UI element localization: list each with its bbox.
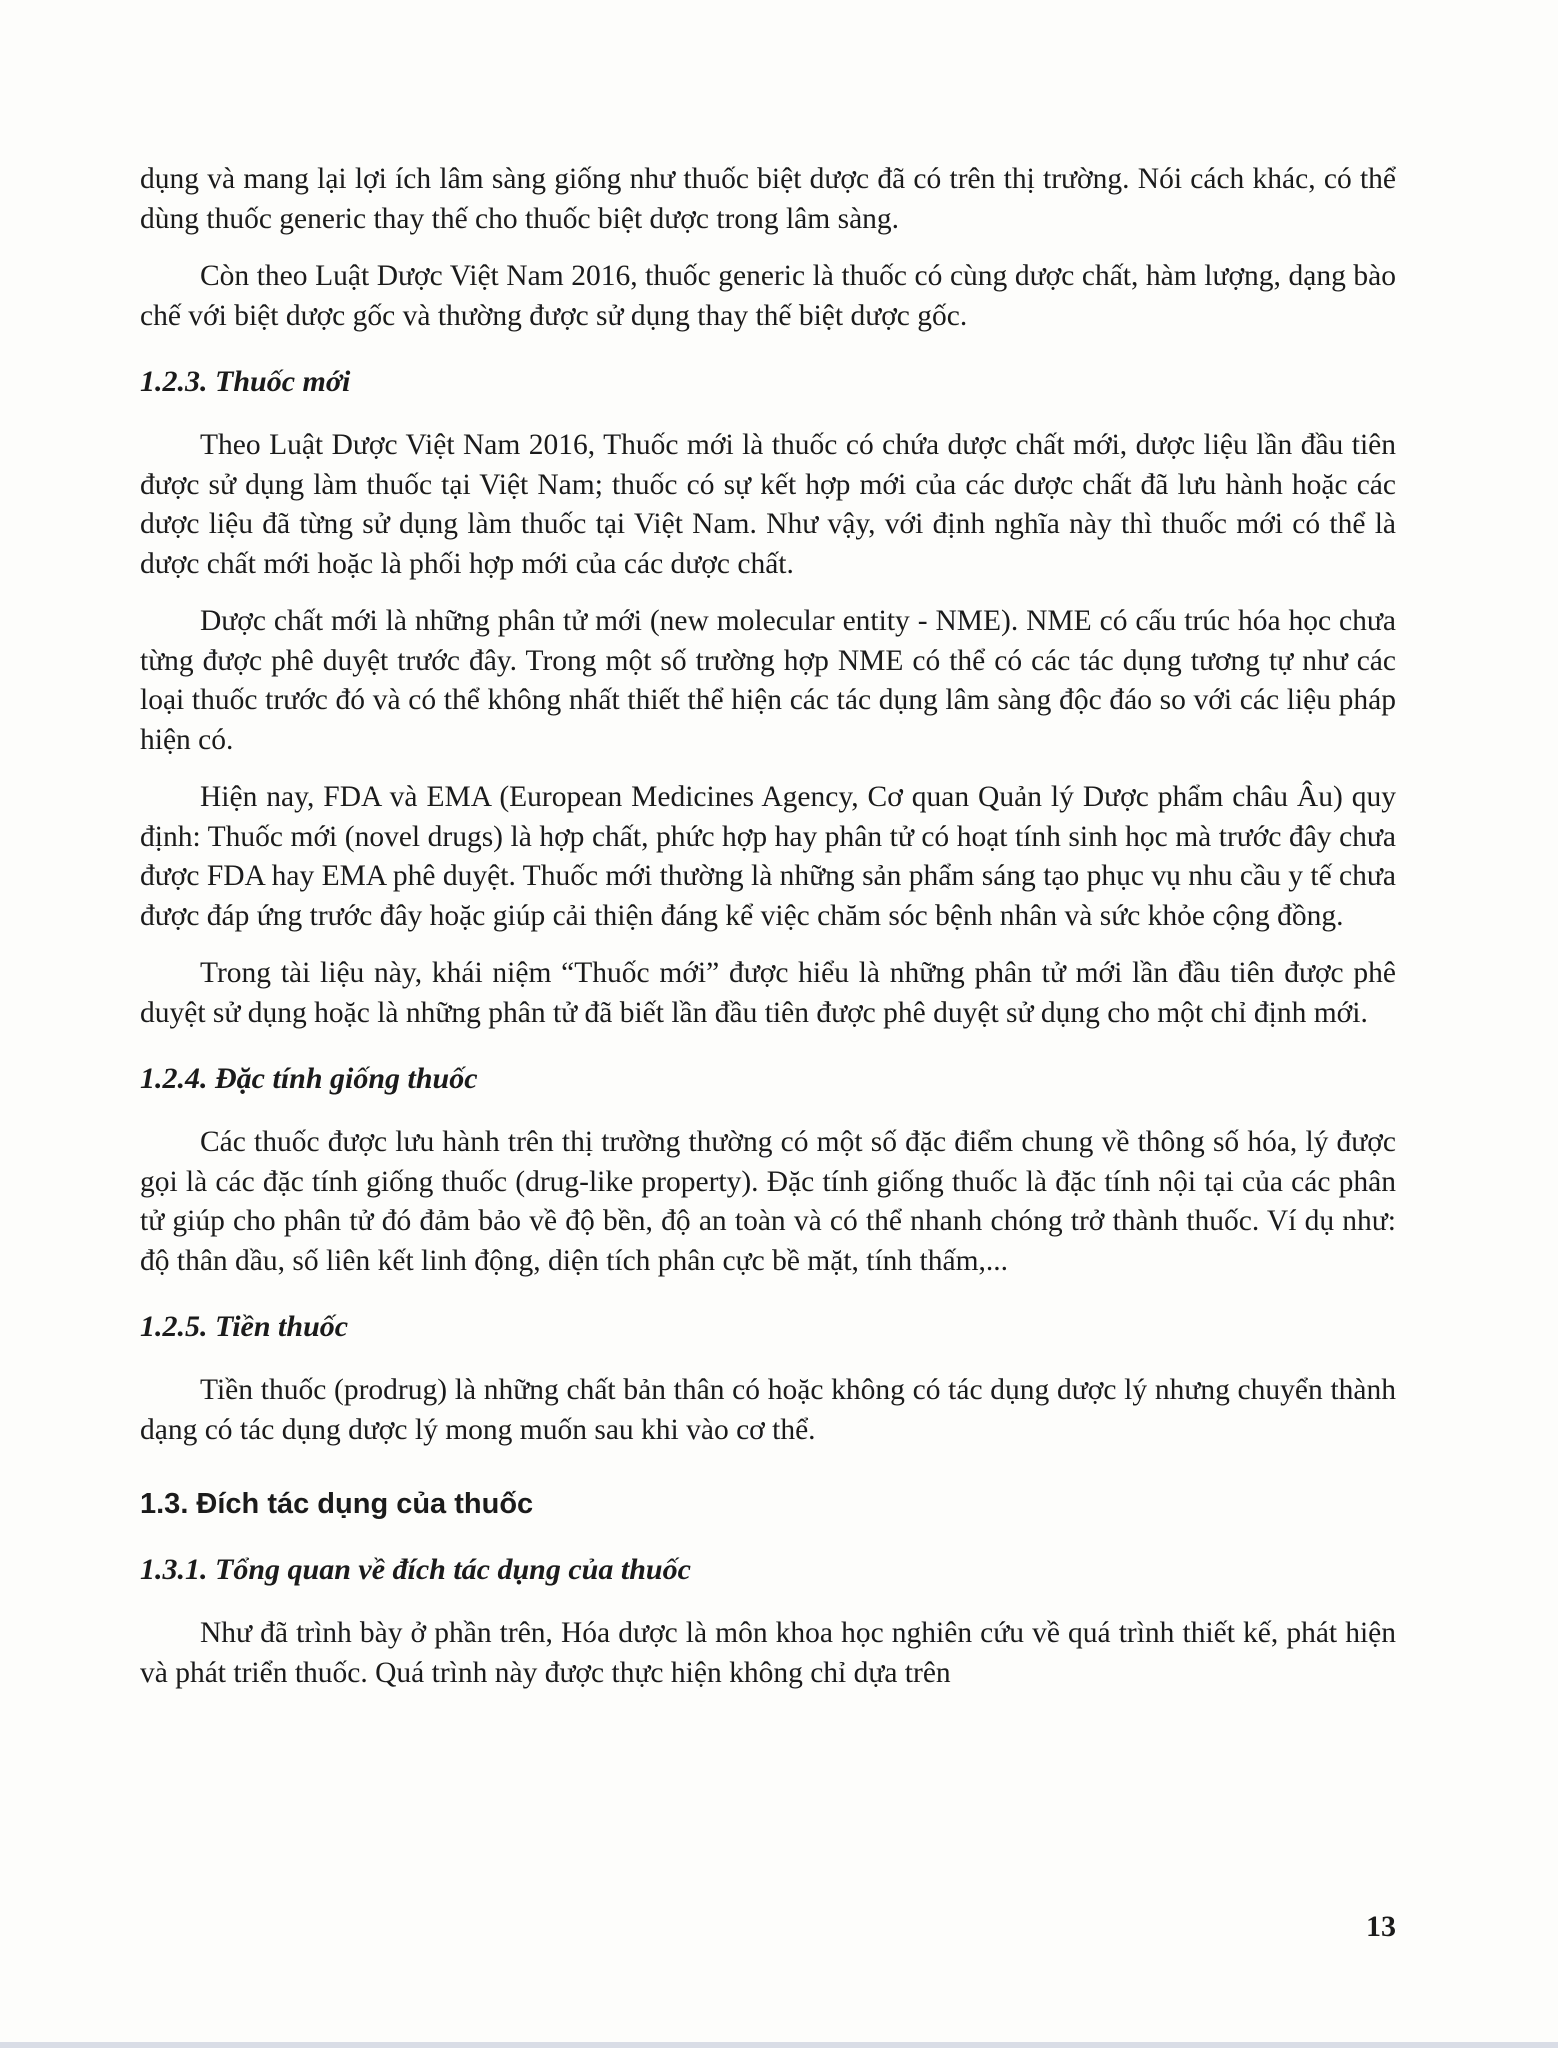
paragraph-new-drug-law: Theo Luật Dược Việt Nam 2016, Thuốc mới là thuốc có chứa dược chất mới, dược liệu lần đầu tiên được sử dụng làm thuốc tại Việt Nam; thuốc có sự kết hợp mới của các dược chất đã lưu hành hoặc các dược liệu đã từng sử dụng làm thuốc tại Việt Nam. Như vậy, với định nghĩa này thì thuốc mới có thể là dược chất mới hoặc là phối hợp mới của các dược chất. — [140, 429, 1396, 580]
page-number: 13 — [1366, 1910, 1396, 1943]
section-heading-1-3-1: 1.3.1. Tổng quan về đích tác dụng của thuốc — [140, 1553, 691, 1586]
paragraph-new-drug-concept: Trong tài liệu này, khái niệm “Thuốc mới” được hiểu là những phân tử mới lần đầu tiên được phê duyệt sử dụng hoặc là những phân tử đã biết lần đầu tiên được phê duyệt sử dụng cho một chỉ định mới. — [140, 957, 1396, 1029]
paragraph-fda-ema: Hiện nay, FDA và EMA (European Medicines Agency, Cơ quan Quản lý Dược phẩm châu Âu) quy định: Thuốc mới (novel drugs) là hợp chất, phức hợp hay phân tử có hoạt tính sinh học mà trước đây chưa được FDA hay EMA phê duyệt. Thuốc mới thường là những sản phẩm sáng tạo phục vụ nhu cầu y tế chưa được đáp ứng trước đây hoặc giúp cải thiện đáng kể việc chăm sóc bệnh nhân và sức khỏe cộng đồng. — [140, 781, 1396, 932]
paragraph-drug-like-property: Các thuốc được lưu hành trên thị trường thường có một số đặc điểm chung về thông số hóa, lý được gọi là các đặc tính giống thuốc (drug-like property). Đặc tính giống thuốc là đặc tính nội tại của các phân tử giúp cho phân tử đó đảm bảo về độ bền, độ an toàn và có thể nhanh chóng trở thành thuốc. Ví dụ như: độ thân dầu, số liên kết linh động, diện tích phân cực bề mặt, tính thấm,... — [140, 1126, 1396, 1277]
page-body — [140, 160, 1396, 1711]
paragraph-nme-definition: Dược chất mới là những phân tử mới (new molecular entity - NME). NME có cấu trúc hóa học chưa từng được phê duyệt trước đây. Trong một số trường hợp NME có thể có các tác dụng tương tự như các loại thuốc trước đó và có thể không nhất thiết thể hiện các tác dụng lâm sàng độc đáo so với các liệu pháp hiện có. — [140, 605, 1396, 756]
scan-edge — [0, 2042, 1558, 2048]
section-heading-1-3: 1.3. Đích tác dụng của thuốc — [140, 1488, 534, 1520]
section-heading-1-2-3: 1.2.3. Thuốc mới — [140, 365, 351, 398]
paragraph-drug-target-overview: Như đã trình bày ở phần trên, Hóa dược là môn khoa học nghiên cứu về quá trình thiết kế, phát hiện và phát triển thuốc. Quá trình này được thực hiện không chỉ dựa trên — [140, 1617, 1396, 1689]
paragraph-generic-continued: dụng và mang lại lợi ích lâm sàng giống như thuốc biệt dược đã có trên thị trường. Nói cách khác, có thể dùng thuốc generic thay thế cho thuốc biệt dược trong lâm sàng. — [140, 163, 1396, 235]
paragraph-generic-law-definition: Còn theo Luật Dược Việt Nam 2016, thuốc generic là thuốc có cùng dược chất, hàm lượng, dạng bào chế với biệt dược gốc và thường được sử dụng thay thế biệt dược gốc. — [140, 260, 1396, 332]
section-heading-1-2-4: 1.2.4. Đặc tính giống thuốc — [140, 1062, 478, 1095]
section-heading-1-2-5: 1.2.5. Tiền thuốc — [140, 1310, 349, 1343]
paragraph-prodrug: Tiền thuốc (prodrug) là những chất bản thân có hoặc không có tác dụng dược lý nhưng chuyển thành dạng có tác dụng dược lý mong muốn sau khi vào cơ thể. — [140, 1374, 1396, 1446]
